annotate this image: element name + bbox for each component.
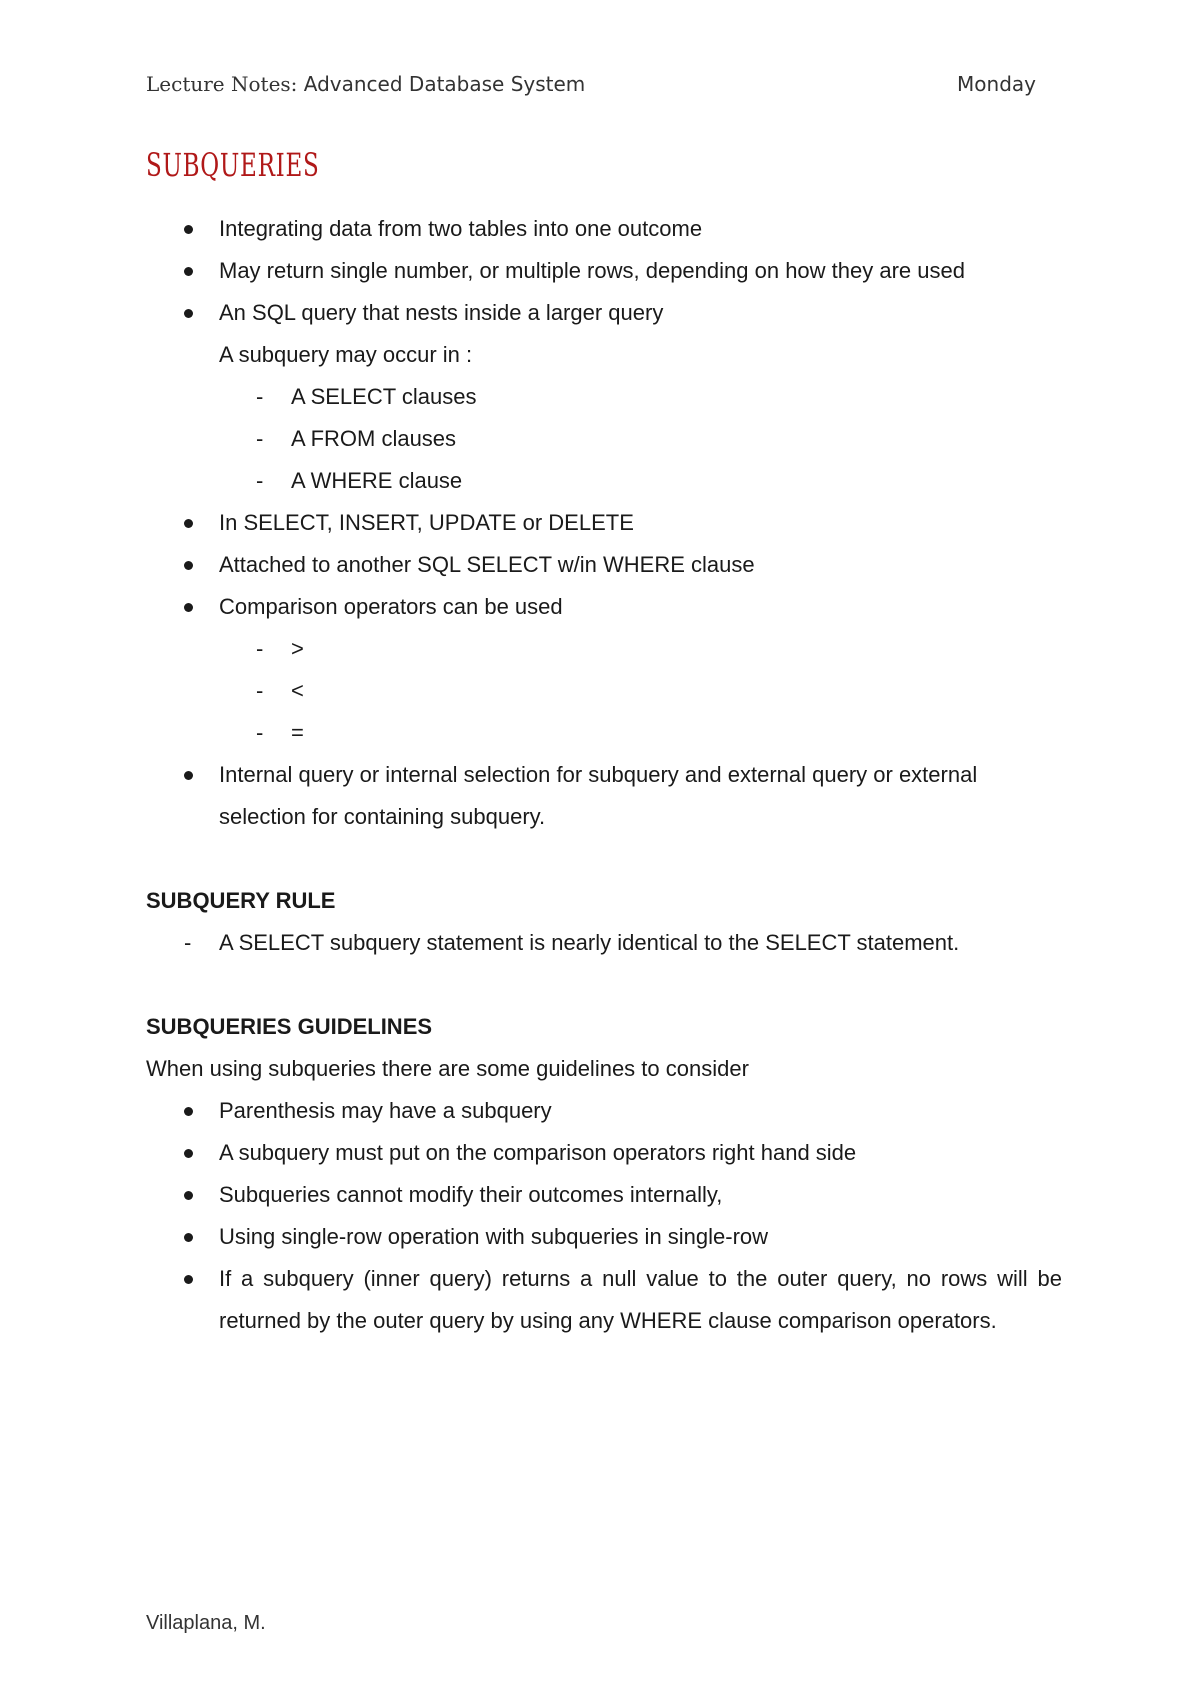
- middle-bullet-list: [146, 502, 1062, 628]
- intro-bullet-list: [146, 208, 1062, 334]
- dash-icon: -: [184, 930, 192, 955]
- list-item: In SELECT, INSERT, UPDATE or DELETE: [146, 502, 1062, 544]
- list-item: Comparison operators can be used: [146, 586, 1062, 628]
- dash-icon: -: [256, 468, 264, 493]
- list-item: - >: [146, 628, 1062, 670]
- list-item: - <: [146, 670, 1062, 712]
- page-footer: Villaplana, M.: [146, 1612, 266, 1634]
- bullet-icon: [184, 519, 193, 528]
- bullet-icon: [184, 561, 193, 570]
- bullet-icon: [184, 603, 193, 612]
- bullet-icon: [184, 771, 193, 780]
- guidelines-list: [146, 1090, 1062, 1342]
- bullet-icon: [184, 1233, 193, 1242]
- rule-list: [146, 922, 1062, 964]
- bullet-icon: [184, 1107, 193, 1116]
- list-item: Integrating data from two tables into one outcome: [146, 208, 1062, 250]
- dash-icon: -: [256, 384, 264, 409]
- list-item: An SQL query that nests inside a larger query: [146, 292, 1062, 334]
- list-item: Attached to another SQL SELECT w/in WHERE clause: [146, 544, 1062, 586]
- header-course: Advanced Database System: [303, 72, 586, 96]
- dash-icon: -: [256, 720, 264, 745]
- bullet-icon: [184, 309, 193, 318]
- list-item: Subqueries cannot modify their outcomes internally,: [146, 1174, 1062, 1216]
- list-item: - =: [146, 712, 1062, 754]
- bullet-icon: [184, 225, 193, 234]
- header-title: [146, 72, 585, 96]
- guidelines-intro: When using subqueries there are some guidelines to consider: [146, 1056, 749, 1081]
- rule-heading: SUBQUERY RULE: [146, 888, 336, 913]
- guidelines-heading: SUBQUERIES GUIDELINES: [146, 1014, 433, 1039]
- dash-icon: -: [256, 678, 264, 703]
- dash-icon: -: [256, 636, 264, 661]
- list-item: - A SELECT subquery statement is nearly identical to the SELECT statement.: [146, 922, 1062, 964]
- bullet-icon: [184, 1191, 193, 1200]
- header-day: Monday: [957, 72, 1036, 96]
- list-item: If a subquery (inner query) returns a null value to the outer query, no rows will be returned by the outer query by using any WHERE clause comparison operators.: [146, 1258, 1062, 1342]
- list-item: Using single-row operation with subqueries in single-row: [146, 1216, 1062, 1258]
- list-item: - A FROM clauses: [146, 418, 1062, 460]
- page-title: SUBQUERIES: [146, 146, 320, 184]
- list-item: A subquery must put on the comparison operators right hand side: [146, 1132, 1062, 1174]
- occur-note: A subquery may occur in :: [219, 342, 473, 367]
- list-item: May return single number, or multiple rows, depending on how they are used: [146, 250, 1062, 292]
- dash-icon: -: [256, 426, 264, 451]
- list-item: - A SELECT clauses: [146, 376, 1062, 418]
- document-body: [146, 208, 1062, 1342]
- page-header: [146, 72, 1036, 96]
- bullet-icon: [184, 267, 193, 276]
- operator-list: [146, 628, 1062, 754]
- bullet-icon: [184, 1275, 193, 1284]
- list-item: Parenthesis may have a subquery: [146, 1090, 1062, 1132]
- occur-list: [146, 376, 1062, 502]
- header-label: Lecture Notes:: [146, 72, 298, 96]
- list-item: Internal query or internal selection for subquery and external query or external selection for containing subquery.: [146, 754, 1062, 838]
- bullet-icon: [184, 1149, 193, 1158]
- list-item: - A WHERE clause: [146, 460, 1062, 502]
- internal-bullet-list: [146, 754, 1062, 838]
